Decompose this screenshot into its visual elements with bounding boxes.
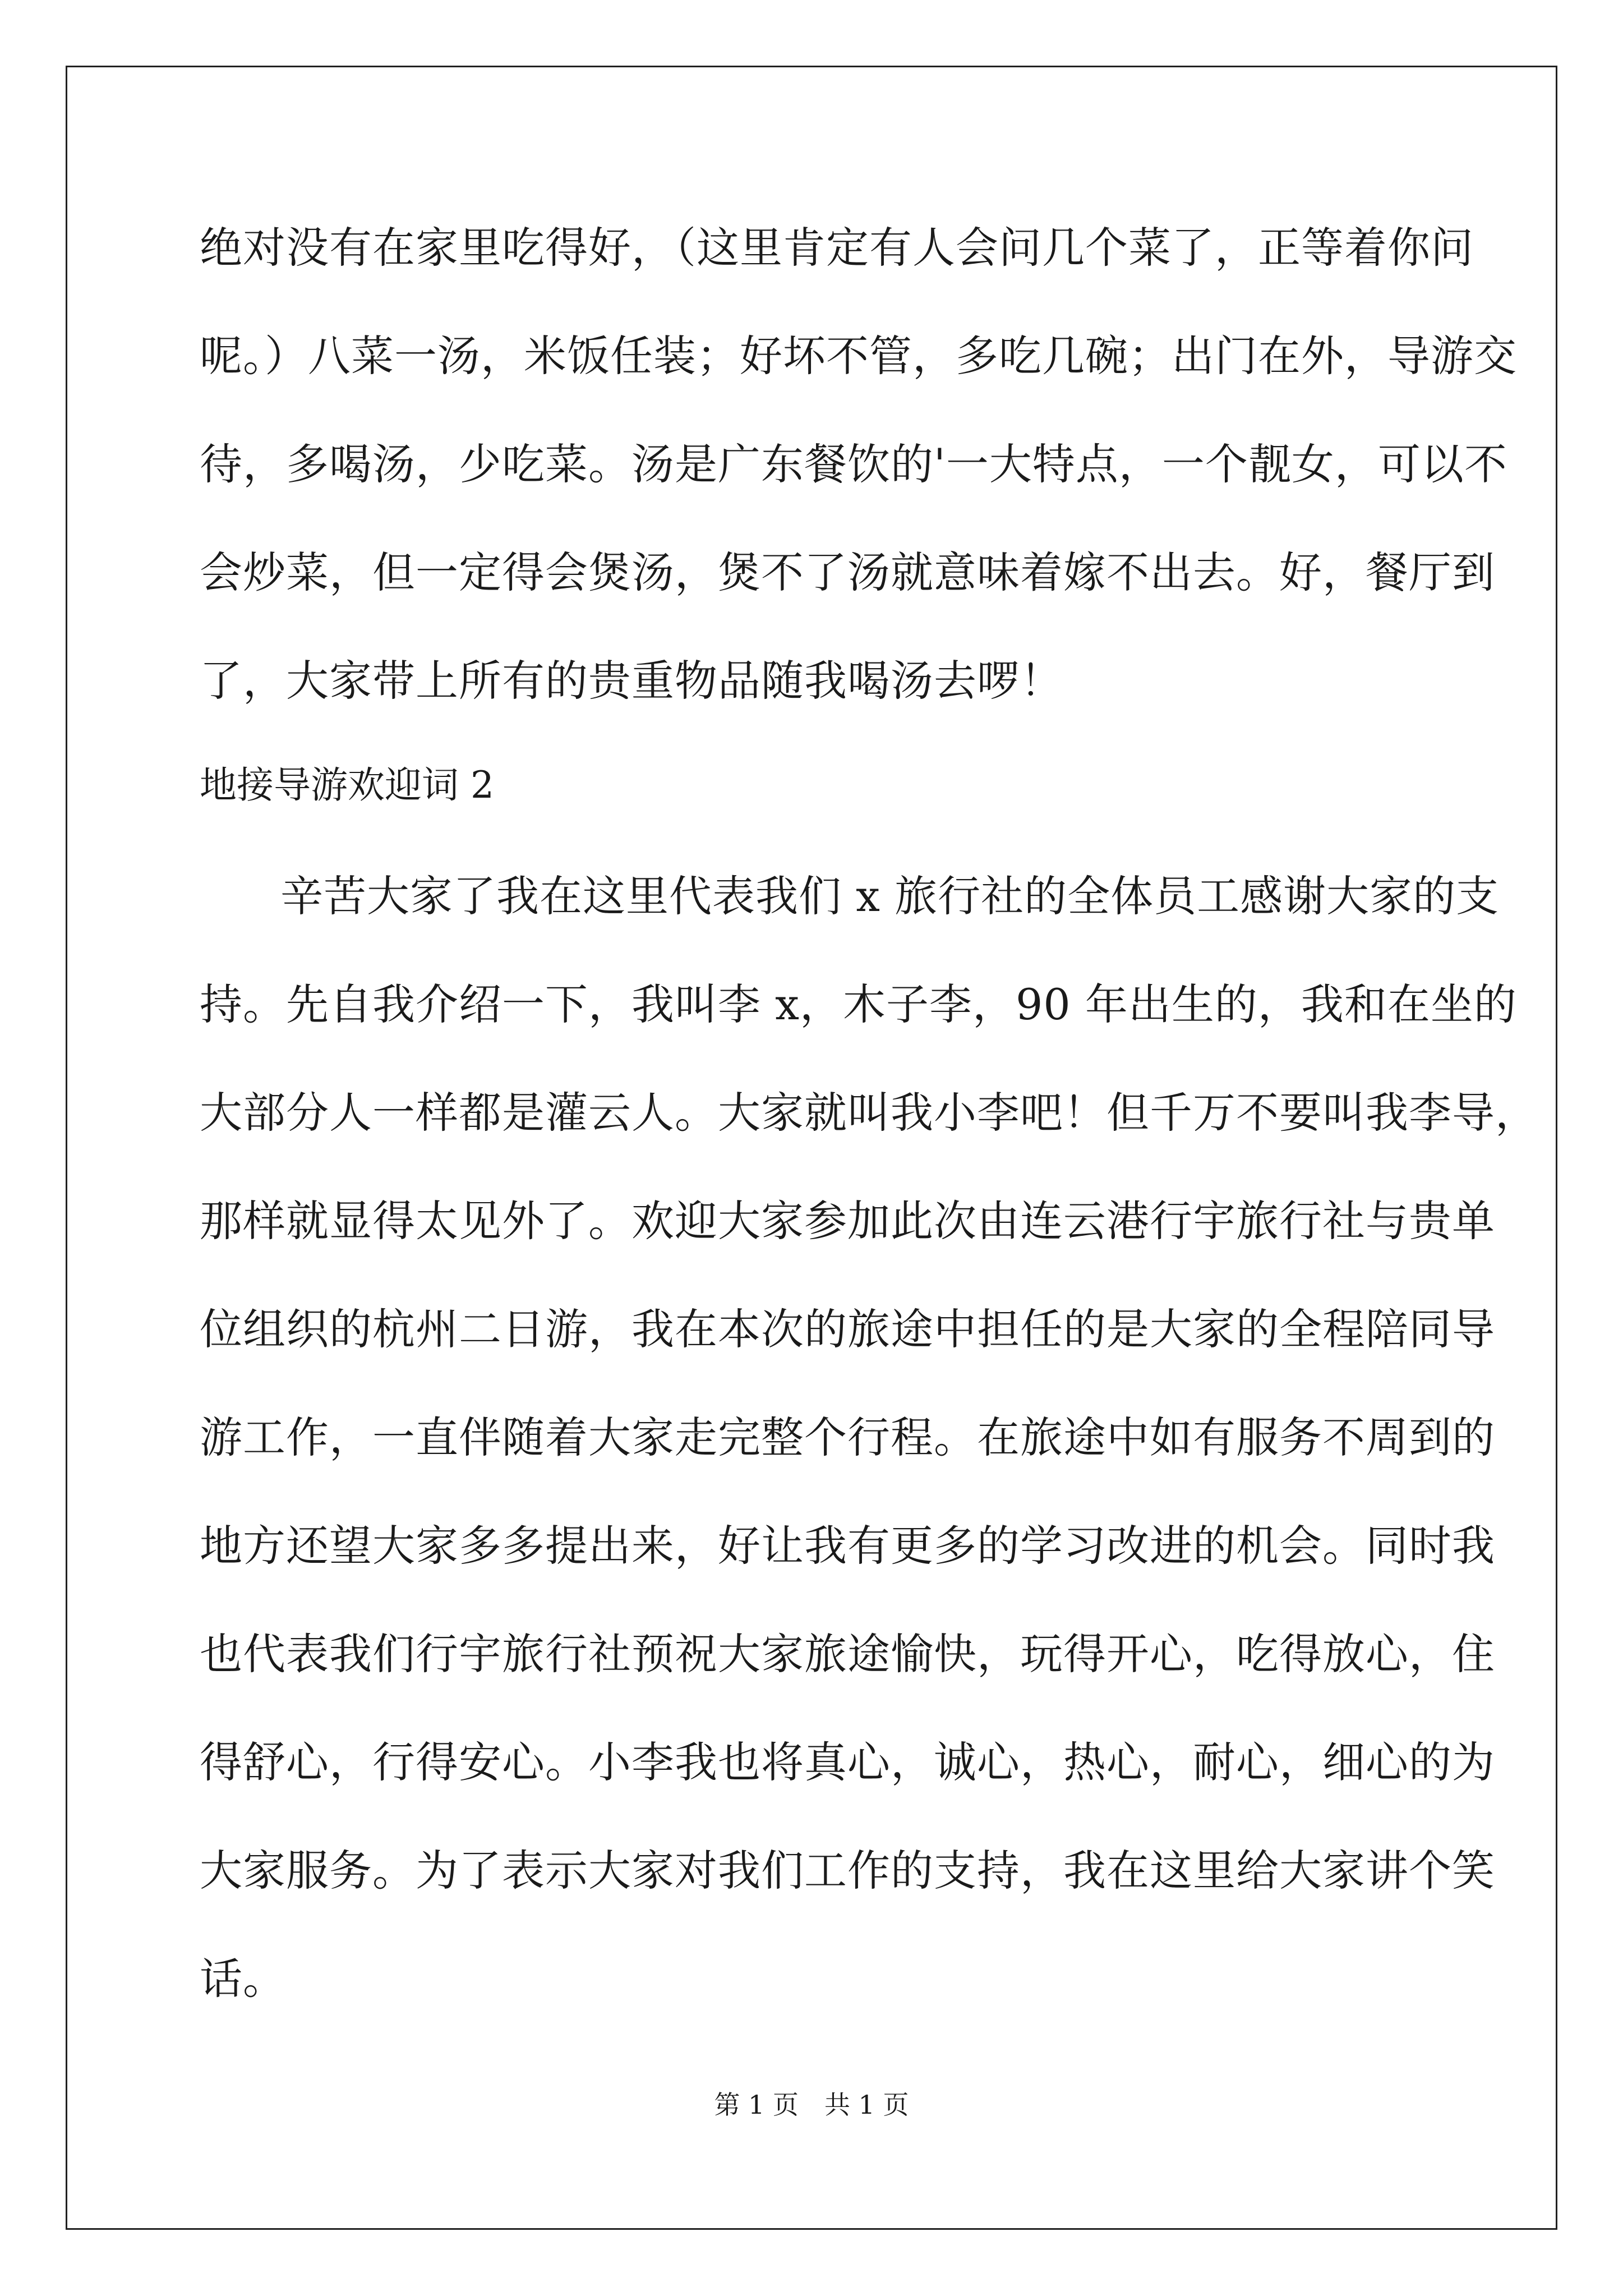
section-heading: 地接导游欢迎词 2 — [200, 763, 494, 807]
paragraph-2-line-8: 也代表我们行宇旅行社预祝大家旅途愉快，玩得开心，吃得放心，住 — [200, 1629, 1495, 1679]
page-footer: 第 1 页 共 1 页 — [714, 2090, 909, 2120]
paragraph-2-line-10: 大家服务。为了表示大家对我们工作的支持，我在这里给大家讲个笑 — [200, 1846, 1495, 1895]
paragraph-1-line-1: 绝对没有在家里吃得好，（这里肯定有人会问几个菜了，正等着你问 — [200, 223, 1474, 273]
paragraph-2-line-1: 辛苦大家了我在这里代表我们 x 旅行社的全体员工感谢大家的支 — [280, 871, 1500, 921]
paragraph-1-line-2: 呢。）八菜一汤，米饭任装；好坏不管，多吃几碗；出门在外，导游交 — [200, 331, 1517, 381]
paragraph-2-line-5: 位组织的杭州二日游，我在本次的旅途中担任的是大家的全程陪同导 — [200, 1304, 1495, 1354]
paragraph-2-line-11: 话。 — [200, 1954, 286, 2004]
paragraph-2-line-3: 大部分人一样都是灌云人。大家就叫我小李吧！但千万不要叫我李导， — [200, 1088, 1538, 1138]
paragraph-2-line-4: 那样就显得太见外了。欢迎大家参加此次由连云港行宇旅行社与贵单 — [200, 1196, 1495, 1246]
page-border — [66, 66, 1557, 2230]
paragraph-1-line-5: 了，大家带上所有的贵重物品随我喝汤去啰！ — [200, 656, 1063, 706]
paragraph-1-line-3: 待，多喝汤，少吃菜。汤是广东餐饮的'一大特点，一个靓女，可以不 — [200, 439, 1507, 489]
paragraph-2-line-7: 地方还望大家多多提出来，好让我有更多的学习改进的机会。同时我 — [200, 1521, 1495, 1571]
paragraph-2-line-6: 游工作，一直伴随着大家走完整个行程。在旅途中如有服务不周到的 — [200, 1412, 1495, 1462]
paragraph-1-line-4: 会炒菜，但一定得会煲汤，煲不了汤就意味着嫁不出去。好，餐厅到 — [200, 547, 1495, 597]
paragraph-2-line-2: 持。先自我介绍一下，我叫李 x，木子李，90 年出生的，我和在坐的 — [200, 979, 1517, 1029]
paragraph-2-line-9: 得舒心，行得安心。小李我也将真心，诚心，热心，耐心，细心的为 — [200, 1737, 1495, 1787]
